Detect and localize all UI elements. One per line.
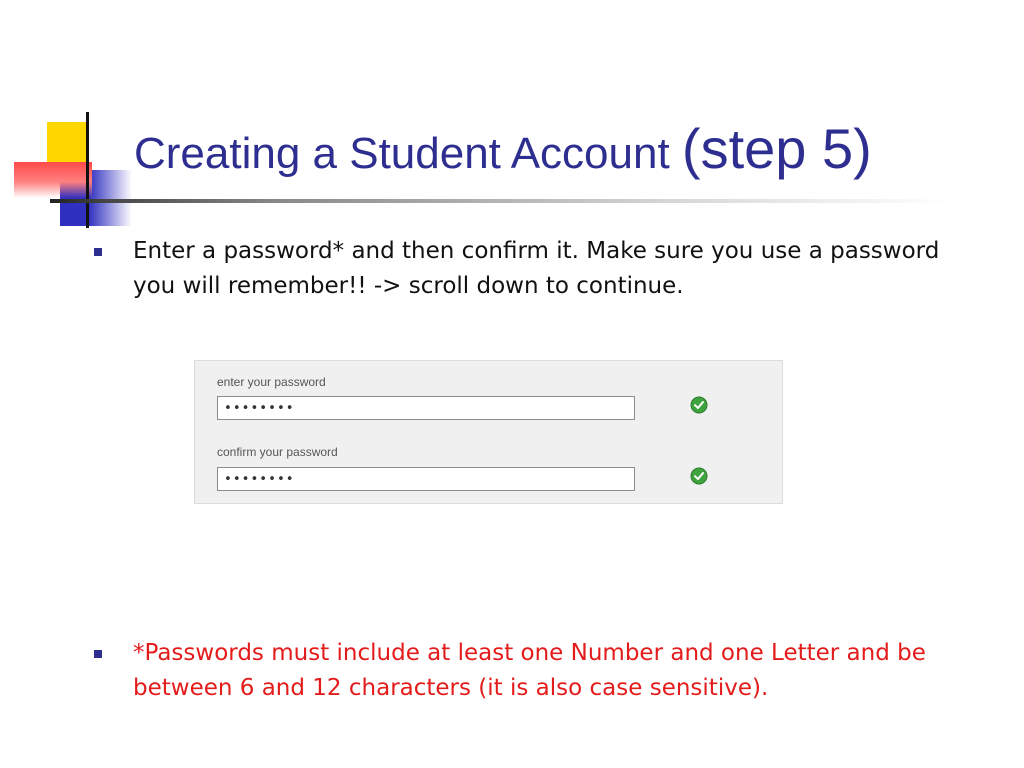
password-form-panel (194, 360, 783, 504)
confirm-password-label: confirm your password (217, 445, 338, 459)
bullet-square-icon (94, 650, 102, 658)
decor-red-bar (14, 162, 92, 198)
bullet-square-icon (94, 248, 102, 256)
password-rules-text: *Passwords must include at least one Number and one Letter and be between 6 and 12 characters (it is also case sensitive). (133, 640, 926, 701)
password-label: enter your password (217, 375, 326, 389)
decor-vertical-line (86, 112, 89, 228)
slide-title-main: Creating a Student Account (134, 129, 682, 178)
title-underline (50, 199, 950, 203)
slide-title (134, 118, 872, 180)
check-circle-icon (690, 467, 708, 485)
bullet-instructions (94, 234, 983, 304)
password-input[interactable] (217, 396, 635, 420)
slide-title-step: (step 5) (681, 117, 872, 180)
instructions-text: Enter a password* and then confirm it. Make sure you use a password you will remember!! -> scroll down to continue. (133, 238, 940, 299)
bullet-password-rules (94, 636, 983, 706)
confirm-password-input[interactable] (217, 467, 635, 491)
check-circle-icon (690, 396, 708, 414)
